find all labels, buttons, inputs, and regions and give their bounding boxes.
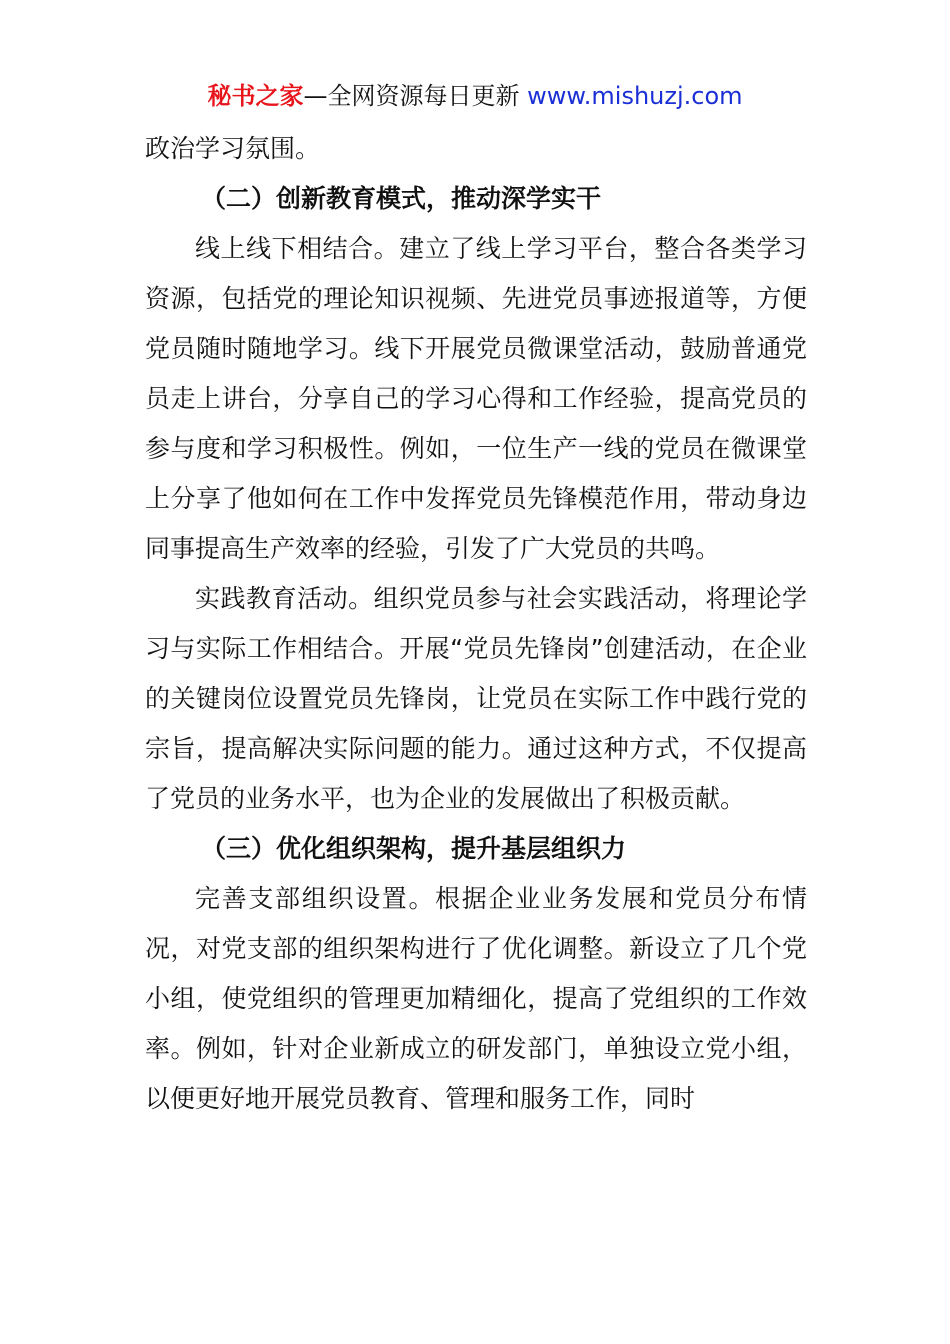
header-url[interactable]: www.mishuzj.com [527,82,743,110]
section-heading-3: （三）优化组织架构，提升基层组织力 [201,834,627,863]
paragraph-continuation: 政治学习氛围。 [145,134,321,163]
section-heading-2: （二）创新教育模式，推动深学实干 [201,184,602,213]
header-tagline: —全网资源每日更新 [303,82,528,110]
header-brand: 秘书之家 [207,82,304,110]
paragraph-practice-education: 实践教育活动。组织党员参与社会实践活动，将理论学习与实际工作相结合。开展“党员先锋岗”创建活动，在企业的关键岗位设置党员先锋岗，让党员在实际工作中践行党的宗旨，提高解决实际问题的能力。通过这种方式，不仅提高了党员的业务水平，也为企业的发展做出了积极贡献。 [145,584,807,813]
paragraph-branch-setup: 完善支部组织设置。根据企业业务发展和党员分布情况，对党支部的组织架构进行了优化调整。新设立了几个党小组，使党组织的管理更加精细化，提高了党组织的工作效率。例如，针对企业新成立的研发部门，单独设立党小组，以便更好地开展党员教育、管理和服务工作，同时 [145,884,807,1113]
paragraph-online-offline: 线上线下相结合。建立了线上学习平台，整合各类学习资源，包括党的理论知识视频、先进党员事迹报道等，方便党员随时随地学习。线下开展党员微课堂活动，鼓励普通党员走上讲台，分享自己的学习心得和工作经验，提高党员的参与度和学习积极性。例如，一位生产一线的党员在微课堂上分享了他如何在工作中发挥党员先锋模范作用，带动身边同事提高生产效率的经验，引发了广大党员的共鸣。 [145,234,807,563]
document-body [145,124,807,1124]
site-header [0,80,950,112]
